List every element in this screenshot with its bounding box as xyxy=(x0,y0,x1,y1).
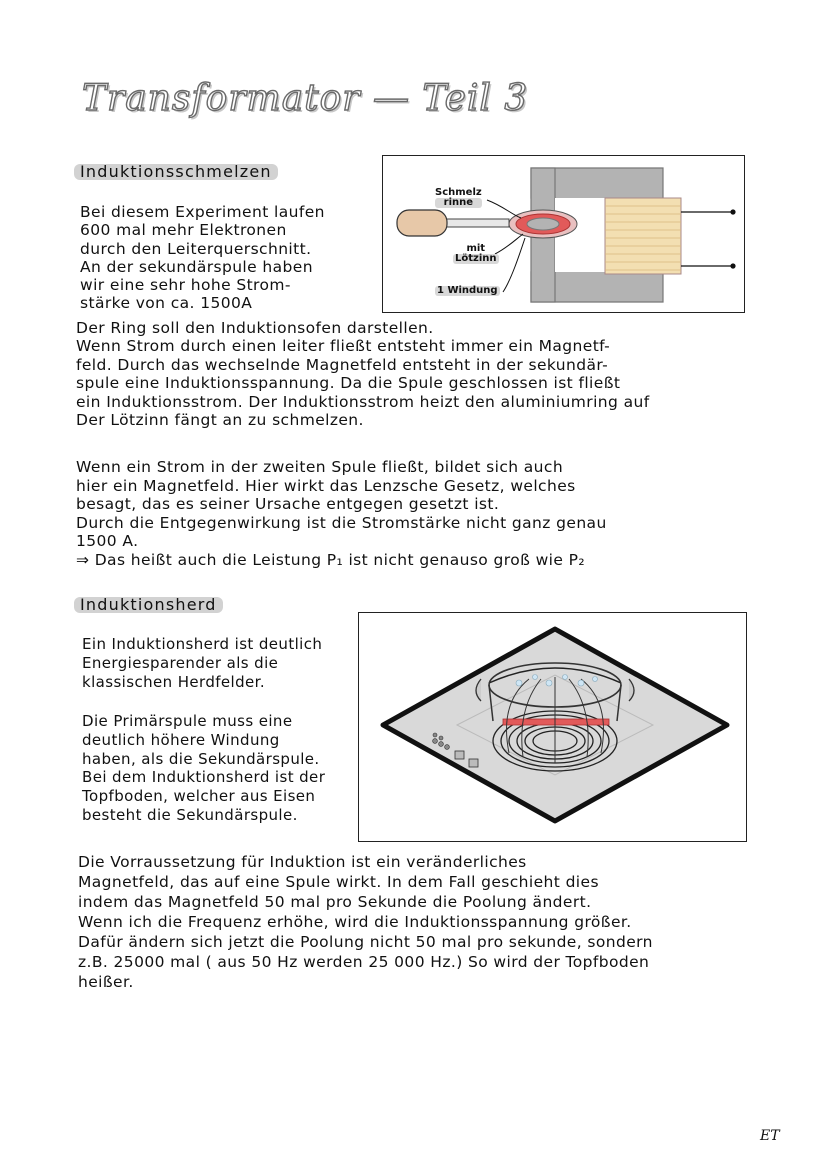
signature: ET xyxy=(760,1128,780,1144)
text-line: Dafür ändern sich jetzt die Poolung nicht 50 mal pro sekunde, sondern xyxy=(78,933,653,951)
induktionsherd-body xyxy=(78,852,653,992)
text-line: besteht die Sekundärspule. xyxy=(82,805,298,824)
text-line: Der Lötzinn fängt an zu schmelzen. xyxy=(76,411,364,430)
text-line: Energiesparender als die xyxy=(82,653,279,672)
induction-stove-drawing xyxy=(359,613,746,841)
text-line: 600 mal mehr Elektronen xyxy=(80,221,287,240)
text-line: Topfboden, welcher aus Eisen xyxy=(82,787,316,806)
text-line: feld. Durch das wechselnde Magnetfeld entsteht in der sekundär- xyxy=(76,355,609,374)
label-line: Lötzinn xyxy=(455,253,497,264)
text-line: ⇒ Das heißt auch die Leistung P₁ ist nicht genauso groß wie P₂ xyxy=(76,550,585,569)
text-line: Bei dem Induktionsherd ist der xyxy=(82,768,326,787)
text-line: stärke von ca. 1500A xyxy=(80,294,253,313)
page-title: Transformator — Teil 3 xyxy=(82,78,529,119)
text-line: Der Ring soll den Induktionsofen darstellen. xyxy=(76,319,434,337)
text-line: Wenn Strom durch einen leiter fließt entsteht immer ein Magnetf- xyxy=(76,337,611,356)
text-line: z.B. 25000 mal ( aus 50 Hz werden 25 000 Hz.) So wird der Topfboden xyxy=(78,953,650,971)
text-line: deutlich höhere Windung xyxy=(82,730,280,749)
induktionsschmelzen-intro xyxy=(80,203,325,313)
text-line: wir eine sehr hohe Strom- xyxy=(80,276,291,295)
text-line: 1500 A. xyxy=(76,532,139,551)
text-line: indem das Magnetfeld 50 mal pro Sekunde die Poolung ändert. xyxy=(78,893,592,911)
label-lotzinn xyxy=(453,244,499,264)
induktionsherd-intro xyxy=(82,635,322,691)
text-line: Die Primärspule muss eine xyxy=(82,712,293,730)
text-line: ein Induktionsstrom. Der Induktionsstrom heizt den aluminiumring auf xyxy=(76,392,650,411)
text-line: haben, als die Sekundärspule. xyxy=(82,749,320,768)
induction-stove-figure xyxy=(358,612,747,842)
text-line: besagt, das es seiner Ursache entgegen gesetzt ist. xyxy=(76,495,500,514)
text-line: Durch die Entgegenwirkung ist die Stromstärke nicht ganz genau xyxy=(76,513,607,532)
text-line: An der sekundärspule haben xyxy=(80,257,313,276)
induktionsherd-spulen xyxy=(82,712,325,825)
text-line: klassischen Herdfelder. xyxy=(82,672,266,691)
text-line: heißer. xyxy=(78,973,134,991)
text-line: spule eine Induktionsspannung. Da die Spule geschlossen ist fließt xyxy=(76,374,621,393)
section-heading-induktionsherd: Induktionsherd xyxy=(74,597,223,613)
label-windung: 1 Windung xyxy=(437,285,498,296)
text-line: hier ein Magnetfeld. Hier wirkt das Lenzsche Gesetz, welches xyxy=(76,476,576,495)
text-line: Magnetfeld, das auf eine Spule wirkt. In dem Fall geschieht dies xyxy=(78,873,599,891)
label-line: rinne xyxy=(435,198,482,208)
lenz-paragraph xyxy=(76,458,607,570)
induktionsschmelzen-body xyxy=(76,319,650,429)
text-line: Bei diesem Experiment laufen xyxy=(80,203,325,221)
section-heading-induktionsschmelzen: Induktionsschmelzen xyxy=(74,164,278,180)
text-line: durch den Leiterquerschnitt. xyxy=(80,239,312,258)
text-line: Ein Induktionsherd ist deutlich xyxy=(82,635,323,653)
label-line: mit xyxy=(466,243,486,254)
text-line: Wenn ein Strom in der zweiten Spule fließt, bildet sich auch xyxy=(76,458,564,476)
label-schmelzrinne xyxy=(435,188,482,208)
transformer-ring-figure xyxy=(382,155,745,313)
label-line: Schmelz xyxy=(435,187,482,198)
text-line: Wenn ich die Frequenz erhöhe, wird die Induktionsspannung größer. xyxy=(78,913,632,931)
text-line: Die Vorraussetzung für Induktion ist ein veränderliches xyxy=(78,853,527,871)
